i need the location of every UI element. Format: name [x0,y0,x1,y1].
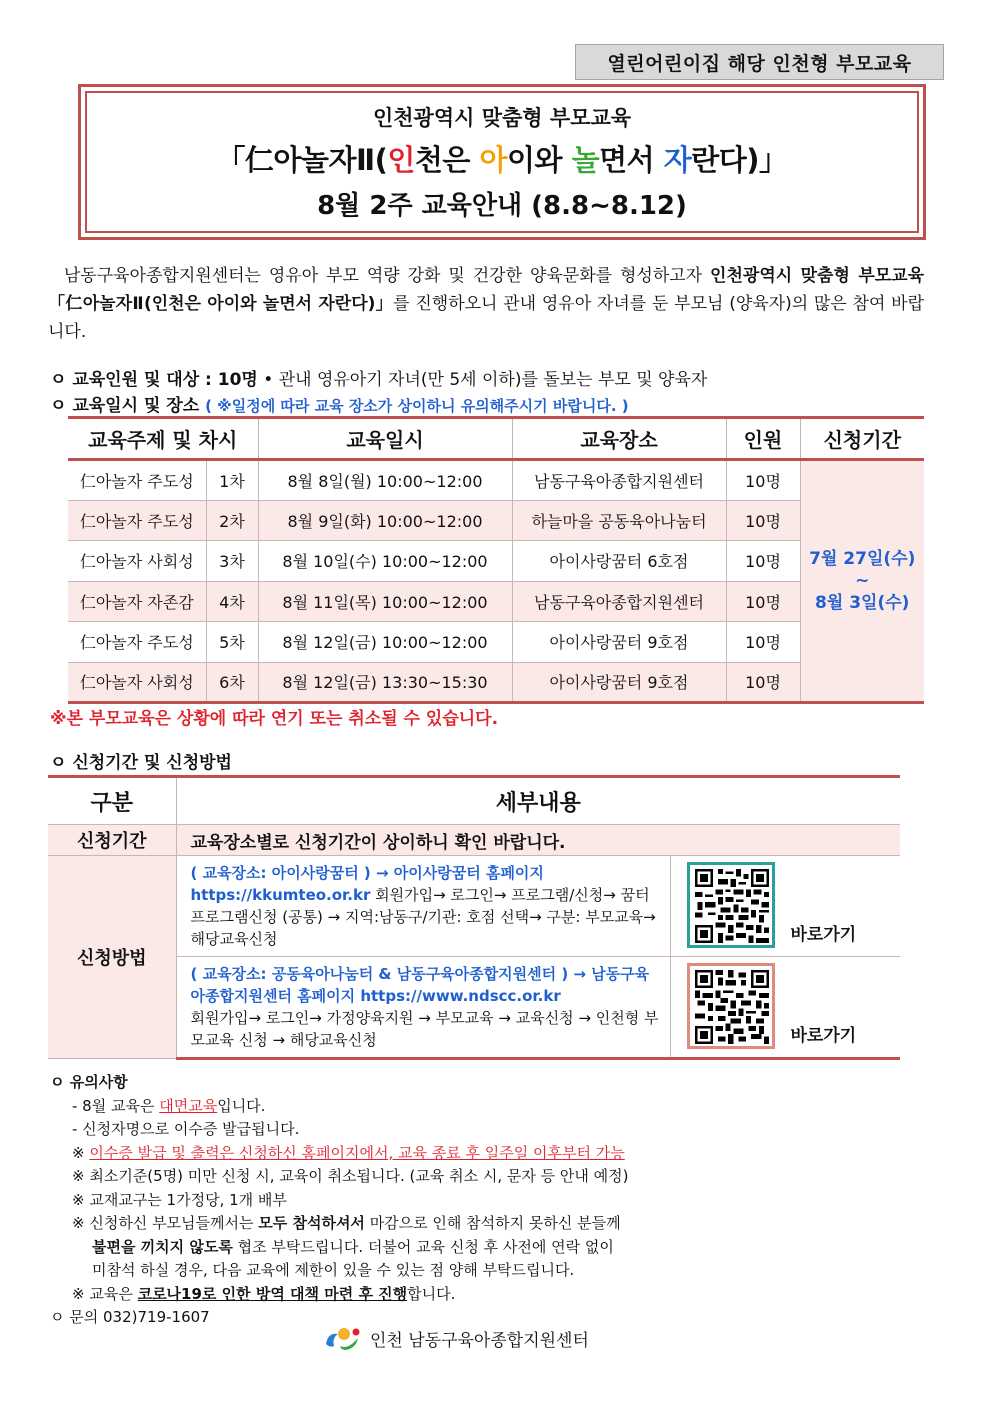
method-kkumteo: ( 교육장소: 아이사랑꿈터 ) → 아이사랑꿈터 홈페이지 https://kkumteo.or.kr 회원가입→ 로그인→ 프로그램/신청→ 꿈터 프로그램신청 (공통) → 지역:남동구/기관: 호점 선택→ 구분: 부모교육→ 해당교육신청 [176,856,670,957]
cell-topic: 仁아놀자 주도성 [68,622,206,663]
note-item: 미참석 하실 경우, 다음 교육에 제한이 있을 수 있는 점 양해 부탁드립니다. [92,1261,575,1279]
cell-count: 10명 [726,581,800,622]
title-line2: 「仁아놀자Ⅱ(인천은 아이와 놀면서 자란다)」 [216,143,788,177]
qr-code-ndscc[interactable] [687,963,775,1049]
note-item: ※ 이수증 발급 및 출력은 신청하신 홈페이지에서, 교육 종료 후 일주일 이후부터 가능 [72,1143,625,1162]
org-logo-icon [322,1324,364,1352]
col-period: 신청기간 [800,418,924,460]
period-text: 교육장소별로 신청기간이 상이하니 확인 바랍니다. [176,825,900,856]
goto-kkumteo[interactable]: 바로가기 [790,925,857,945]
cell-topic: 仁아놀자 사회성 [68,662,206,703]
title-line3: 8월 2주 교육안내 (8.8~8.12) [317,191,687,221]
col-count: 인원 [726,418,800,460]
kkumteo-link[interactable]: https://kkumteo.or.kr [190,886,371,904]
title-line1: 인천광역시 맞춤형 부모교육 [372,106,632,130]
cell-topic: 仁아놀자 사회성 [68,541,206,582]
cell-count: 10명 [726,662,800,703]
cell-place: 하늘마을 공동육아나눔터 [512,500,726,541]
cell-count: 10명 [726,622,800,663]
table-row [68,581,924,622]
footer-org [322,1324,589,1352]
cell-date: 8월 12일(금) 10:00~12:00 [258,622,512,663]
notes-title: ㅇ 유의사항 [50,1073,128,1091]
apply-method-row-2 [48,957,900,1059]
col-topic: 교육주제 및 차시 [68,418,258,460]
note-item: ※ 최소기준(5명) 미만 신청 시, 교육이 취소됩니다. (교육 취소 시, 문자 등 안내 예정) [72,1167,629,1185]
cell-topic: 仁아놀자 주도성 [68,460,206,501]
qr-code-kkumteo[interactable] [687,862,775,948]
cell-round: 5차 [206,622,258,663]
table-row [68,500,924,541]
cell-topic: 仁아놀자 주도성 [68,500,206,541]
cell-place: 아이사랑꿈터 9호점 [512,662,726,703]
cell-place: 아이사랑꿈터 9호점 [512,622,726,663]
bullet-target: ㅇ 교육인원 및 대상 : 10명 • 관내 영유아기 자녀(만 5세 이하)를 돌보는 부모 및 양육자 [50,370,708,390]
col-category: 구분 [48,777,176,825]
title-box [78,84,926,240]
cell-date: 8월 9일(화) 10:00~12:00 [258,500,512,541]
cell-round: 3차 [206,541,258,582]
cell-date: 8월 10일(수) 10:00~12:00 [258,541,512,582]
cell-round: 2차 [206,500,258,541]
cell-count: 10명 [726,460,800,501]
period-label: 신청기간 [48,825,176,856]
col-date: 교육일시 [258,418,512,460]
schedule-header-row [68,418,924,460]
section-apply-title: ㅇ 신청기간 및 신청방법 [50,753,232,773]
note-item: - 8월 교육은 대면교육입니다. [72,1096,266,1115]
cell-count: 10명 [726,541,800,582]
col-details: 세부내용 [176,777,900,825]
apply-period-row [48,825,900,856]
cell-place: 남동구육아종합지원센터 [512,581,726,622]
cell-round: 1차 [206,460,258,501]
apply-method-row-1 [48,856,900,957]
target-tag: 열린어린이집 해당 인천형 부모교육 [575,44,944,80]
apply-table [48,775,900,1060]
cell-date: 8월 12일(금) 13:30~15:30 [258,662,512,703]
schedule-table [68,416,924,704]
cell-round: 4차 [206,581,258,622]
cell-topic: 仁아놀자 자존감 [68,581,206,622]
apply-header-row [48,777,900,825]
footer-org-name: 인천 남동구육아종합지원센터 [370,1330,589,1351]
table-row [68,541,924,582]
col-place: 교육장소 [512,418,726,460]
cell-date: 8월 11일(목) 10:00~12:00 [258,581,512,622]
cell-place: 아이사랑꿈터 6호점 [512,541,726,582]
table-row [68,662,924,703]
note-item: 불편을 끼치지 않도록 협조 부탁드립니다. 더불어 교육 신청 후 사전에 연락 없이 [92,1237,614,1256]
cell-period: 7월 27일(수) ~ 8월 3일(수) [800,460,924,703]
bullet-schedule: ㅇ 교육일시 및 장소 ( ※일정에 따라 교육 장소가 상이하니 유의해주시기 바랍니다. ) [50,396,629,416]
note-item: ※ 신청하신 부모님들께서는 모두 참석하셔서 마감으로 인해 참석하지 못하신 분들께 [72,1214,621,1232]
method-label: 신청방법 [48,856,176,1059]
note-item: - 신청자명으로 이수증 발급됩니다. [72,1120,300,1138]
table-row [68,622,924,663]
cell-round: 6차 [206,662,258,703]
notes-section [50,1071,920,1330]
note-item: ※ 교재교구는 1가정당, 1개 배부 [72,1190,287,1209]
intro-paragraph: 남동구육아종합지원센터는 영유아 부모 역량 강화 및 건강한 양육문화를 형성하고자 인천광역시 맞춤형 부모교육「仁아놀자Ⅱ(인천은 아이와 놀면서 자란다)」를 진행하오니 관내 영유아 자녀를 둔 부모님 (양육자)의 많은 참여 바랍니다. [48,266,925,342]
cell-date: 8월 8일(월) 10:00~12:00 [258,460,512,501]
cancel-warning: ※본 부모교육은 상황에 따라 연기 또는 취소될 수 있습니다. [50,709,499,729]
cell-place: 남동구육아종합지원센터 [512,460,726,501]
note-item: ※ 교육은 코로나19로 인한 방역 대책 마련 후 진행합니다. [72,1284,456,1303]
method-ndscc: ( 교육장소: 공동육아나눔터 & 남동구육아종합지원센터 ) → 남동구육아종합지원센터 홈페이지 https://www.ndscc.or.kr 회원가입→ 로그인→ 가정양육지원 → 부모교육 → 교육신청 → 인천형 부모교육 신청 → 해당교육신청 [176,957,670,1059]
cell-count: 10명 [726,500,800,541]
contact-line: ㅇ 문의 032)719-1607 [50,1308,210,1326]
goto-ndscc[interactable]: 바로가기 [790,1026,857,1046]
table-row [68,460,924,501]
